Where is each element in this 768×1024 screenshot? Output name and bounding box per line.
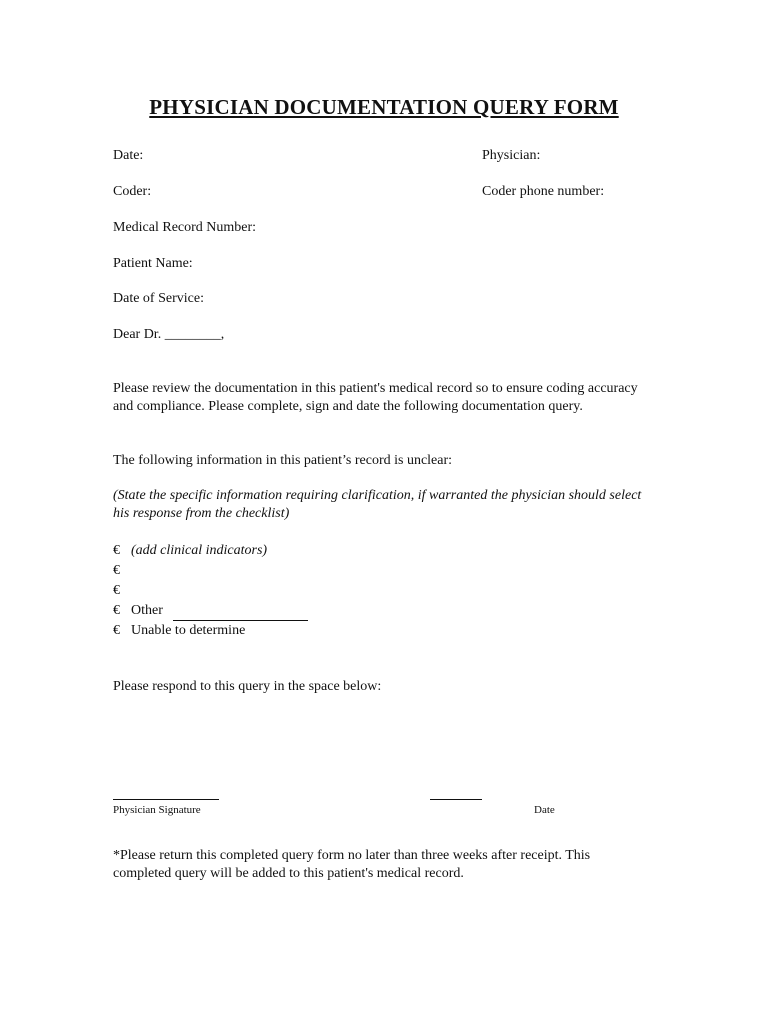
checkbox-bullet: € [113,563,120,578]
intro-paragraph: Please review the documentation in this patient's medical record so to ensure coding accuracy and compliance. Please complete, sign and date the following documentation query. [113,381,638,414]
patient-name-label: Patient Name: [113,256,193,271]
coder-phone-label: Coder phone number: [482,184,605,199]
page-title: PHYSICIAN DOCUMENTATION QUERY FORM [149,95,619,119]
physician-signature-label: Physician Signature [113,804,201,816]
date-signature-label: Date [534,804,555,816]
checklist-item[interactable] [113,562,131,580]
date-signature-line[interactable] [430,799,482,800]
coder-label: Coder: [113,184,152,199]
respond-instruction: Please respond to this query in the space below: [113,679,382,694]
date-of-service-label: Date of Service: [113,291,204,306]
checkbox-bullet: € [113,623,120,638]
date-label: Date: [113,148,144,163]
checklist-label: Unable to determine [131,623,246,638]
checklist-item-unable[interactable] [113,622,245,640]
instruction-paragraph: (State the specific information requiring clarification, if warranted the physician should select his response from the checklist) [113,488,642,521]
checkbox-bullet: € [113,543,120,558]
physician-signature-line[interactable] [113,799,219,800]
unclear-paragraph: The following information in this patient’s record is unclear: [113,453,453,468]
checklist-label: Other [131,603,163,618]
physician-label: Physician: [482,148,541,163]
checklist-item[interactable] [113,542,267,560]
footer-note: *Please return this completed query form no later than three weeks after receipt. This completed query will be added to this patient's medical record. [113,848,591,881]
other-blank-line[interactable] [173,602,308,621]
checklist-label: (add clinical indicators) [131,543,268,558]
salutation: Dear Dr. ________, [113,327,225,342]
checkbox-bullet: € [113,603,120,618]
checklist-item[interactable] [113,582,131,600]
checklist-item-other[interactable] [113,602,308,621]
mrn-label: Medical Record Number: [113,220,257,235]
checkbox-bullet: € [113,583,120,598]
